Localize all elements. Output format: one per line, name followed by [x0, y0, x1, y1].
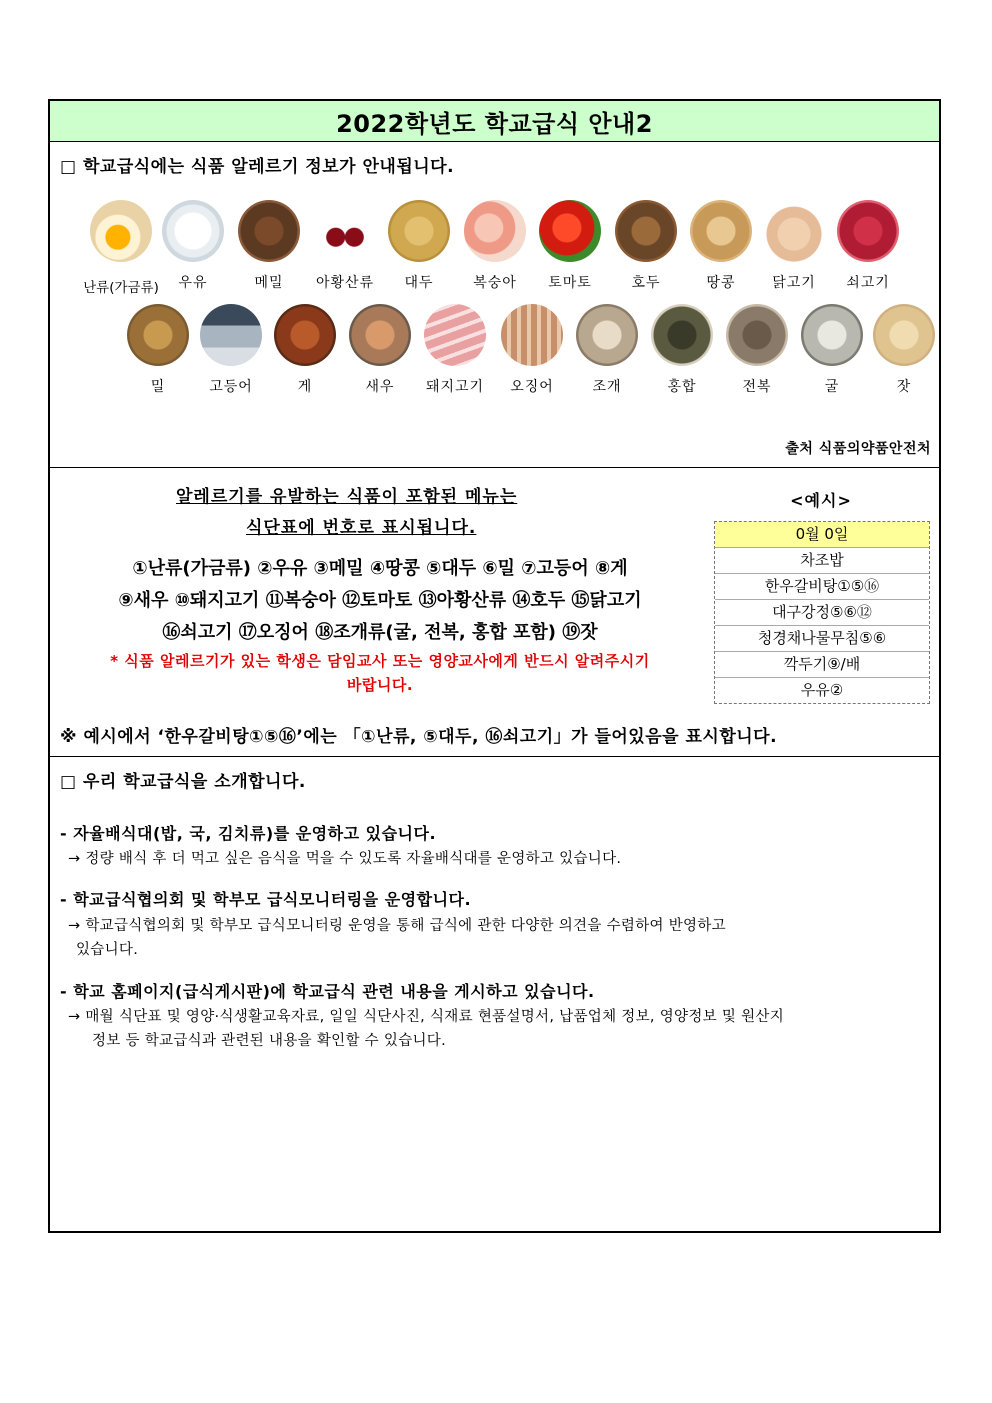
abalone-photo [726, 304, 788, 366]
food-label: 조개 [592, 379, 622, 395]
egg-photo [90, 200, 152, 262]
food-item-oyster [792, 304, 872, 396]
food-label: 굴 [824, 379, 840, 395]
example-menu-item: 차조밥 [715, 548, 929, 574]
example-menu-date: 0월 0일 [715, 522, 929, 548]
marking-note-line2: 식단표에 번호로 표시됩니다. [246, 518, 477, 538]
food-label: 난류(가금류) [83, 280, 159, 296]
squid-photo [501, 304, 563, 366]
food-label: 고등어 [209, 379, 253, 395]
food-label: 메밀 [254, 275, 284, 291]
allergen-number-list: ⑨새우 ⑩돼지고기 ⑪복숭아 ⑫토마토 ⑬아황산류 ⑭호두 ⑮닭고기 [118, 590, 642, 611]
allergy-warning [50, 649, 710, 697]
wine-photo [314, 200, 376, 262]
intro-item-title: - 학교 홈페이지(급식게시판)에 학교급식 관련 내용을 게시하고 있습니다. [60, 982, 595, 1001]
food-label: 새우 [365, 379, 395, 395]
food-item-pork [415, 304, 495, 396]
food-label: 오징어 [510, 379, 554, 395]
food-label: 쇠고기 [846, 275, 890, 291]
clam-photo [576, 304, 638, 366]
food-label: 대두 [404, 275, 434, 291]
milk-photo [162, 200, 224, 262]
allergen-number-list: ⑯쇠고기 ⑰오징어 ⑱조개류(굴, 전복, 홍합 포함) ⑲잣 [162, 622, 598, 643]
food-item-crab [265, 304, 345, 396]
example-menu-table [714, 521, 930, 704]
pine-nut-photo [873, 304, 935, 366]
food-label: 아황산류 [315, 275, 375, 291]
food-label: 홍합 [667, 379, 697, 395]
buckwheat-photo [238, 200, 300, 262]
mussel-photo [651, 304, 713, 366]
example-menu-item: 대구강정⑤⑥⑫ [715, 600, 929, 626]
warning-line: * 식품 알레르기가 있는 학생은 담임교사 또는 영양교사에게 반드시 알려주시기 [110, 652, 650, 670]
chicken-photo [763, 200, 825, 262]
description-line: 있습니다. [76, 942, 139, 958]
peanut-photo [690, 200, 752, 262]
intro-item-description [68, 1005, 930, 1053]
allergen-marking-section [50, 468, 939, 757]
food-item-tomato [530, 200, 610, 292]
soybean-photo [388, 200, 450, 262]
food-item-chicken [754, 200, 834, 292]
description-line: → 학교급식협의회 및 학부모 급식모니터링 운영을 통해 급식에 관한 다양한 의견을 수렴하여 반영하고 [68, 918, 726, 934]
food-item-peach [455, 200, 535, 292]
food-label: 밀 [150, 379, 166, 395]
food-label: 돼지고기 [425, 379, 485, 395]
source-credit: 출처 식품의약품안전처 [785, 441, 931, 457]
food-item-soybean [379, 200, 459, 292]
food-item-egg [81, 200, 161, 296]
intro-heading: □ 우리 학교급식을 소개합니다. [60, 772, 306, 792]
allergen-number-list: ①난류(가금류) ②우유 ③메밀 ④땅콩 ⑤대두 ⑥밀 ⑦고등어 ⑧게 [132, 558, 628, 579]
food-item-wheat [118, 304, 198, 396]
food-item-walnut [606, 200, 686, 292]
food-label: 우유 [178, 275, 208, 291]
food-item-mackerel [191, 304, 271, 396]
beef-photo [837, 200, 899, 262]
food-item-peanut [681, 200, 761, 292]
marking-note-line1: 알레르기를 유발하는 식품이 포함된 메뉴는 [176, 487, 518, 507]
example-explanation: ※ 예시에서 ‘한우갈비탕①⑤⑯’에는 「①난류, ⑤대두, ⑯쇠고기」가 들어있음을 표시합니다. [60, 727, 778, 747]
warning-line: 바랍니다. [346, 676, 414, 694]
food-label: 전복 [742, 379, 772, 395]
food-item-sulfites [305, 200, 385, 292]
description-line: → 정량 배식 후 더 먹고 싶은 음식을 먹을 수 있도록 자율배식대를 운영하고 있습니다. [68, 851, 622, 867]
food-item-squid [492, 304, 572, 396]
food-label: 땅콩 [706, 275, 736, 291]
allergy-info-section [50, 142, 939, 468]
food-label: 토마토 [548, 275, 592, 291]
food-label: 호두 [631, 275, 661, 291]
tomato-photo [539, 200, 601, 262]
food-item-shrimp [340, 304, 420, 396]
walnut-photo [615, 200, 677, 262]
food-label: 잣 [896, 379, 912, 395]
food-item-mussel [642, 304, 722, 396]
description-line: 정보 등 학교급식과 관련된 내용을 확인할 수 있습니다. [92, 1033, 447, 1049]
food-item-beef [828, 200, 908, 292]
food-item-pine-nut [864, 304, 944, 396]
food-label: 닭고기 [772, 275, 816, 291]
shrimp-photo [349, 304, 411, 366]
oyster-photo [801, 304, 863, 366]
pork-photo [424, 304, 486, 366]
document-title: 2022학년도 학교급식 안내2 [50, 101, 939, 142]
peach-photo [464, 200, 526, 262]
crab-photo [274, 304, 336, 366]
allergy-section-heading: □ 학교급식에는 식품 알레르기 정보가 안내됩니다. [60, 157, 455, 177]
food-item-buckwheat [229, 200, 309, 292]
food-item-abalone [717, 304, 797, 396]
intro-item-title: - 자율배식대(밥, 국, 김치류)를 운영하고 있습니다. [60, 824, 437, 843]
example-menu-item: 깍두기⑨/배 [715, 652, 929, 678]
intro-item-description [68, 914, 930, 962]
example-menu-item: 한우갈비탕①⑤⑯ [715, 574, 929, 600]
wheat-photo [127, 304, 189, 366]
mackerel-photo [200, 304, 262, 366]
example-menu-item: 청경채나물무침⑤⑥ [715, 626, 929, 652]
food-item-clam [567, 304, 647, 396]
food-label: 복숭아 [473, 275, 517, 291]
food-label: 게 [297, 379, 313, 395]
example-menu-item: 우유② [800, 681, 844, 699]
food-item-milk [153, 200, 233, 292]
description-line: → 매월 식단표 및 영양·식생활교육자료, 일일 식단사진, 식재료 현품설명서, 납품업체 정보, 영양정보 및 원산지 [68, 1009, 785, 1025]
intro-item-description [68, 847, 930, 871]
notice-document [48, 99, 941, 1233]
intro-item-title: - 학교급식협의회 및 학부모 급식모니터링을 운영합니다. [60, 890, 472, 909]
example-title: <예시> [790, 491, 852, 510]
